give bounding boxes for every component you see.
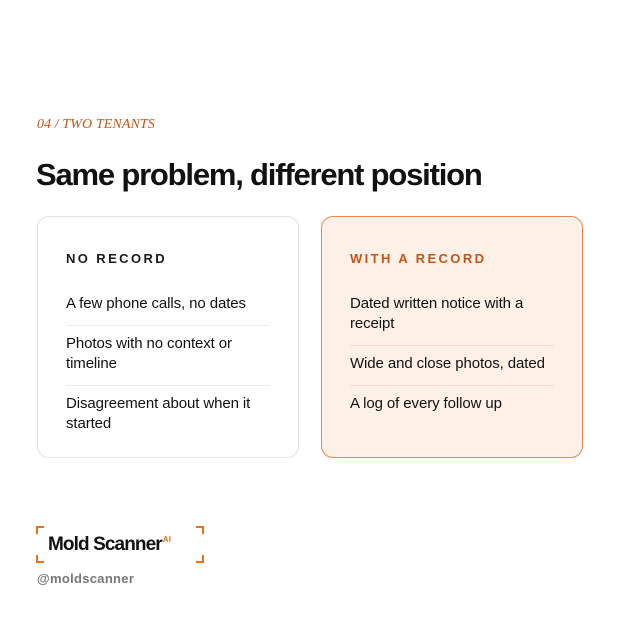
brand-suffix: AI — [162, 535, 172, 544]
bracket-corner-icon — [196, 526, 204, 534]
brand-logo — [36, 526, 204, 563]
with-record-card — [321, 216, 583, 458]
list-item: Dated written notice with a receipt — [350, 295, 524, 332]
page-title: Same problem, different position — [36, 157, 482, 192]
brand-wordmark — [48, 534, 171, 556]
brand-name: Mold Scanner — [48, 534, 162, 555]
bracket-corner-icon — [36, 555, 44, 563]
no-record-card — [37, 216, 299, 458]
social-handle: @moldscanner — [37, 571, 135, 586]
section-eyebrow: 04 / TWO TENANTS — [37, 117, 155, 132]
bracket-corner-icon — [196, 555, 204, 563]
list-item: Wide and close photos, dated — [350, 345, 554, 385]
card-title: WITH A RECORD — [350, 251, 487, 266]
list-item: Disagreement about when it started — [66, 385, 270, 445]
list-item: A few phone calls, no dates — [66, 295, 246, 312]
card-title: NO RECORD — [66, 251, 168, 266]
list-item: A log of every follow up — [350, 385, 554, 425]
list-item: Photos with no context or timeline — [66, 325, 270, 385]
bracket-corner-icon — [36, 526, 44, 534]
